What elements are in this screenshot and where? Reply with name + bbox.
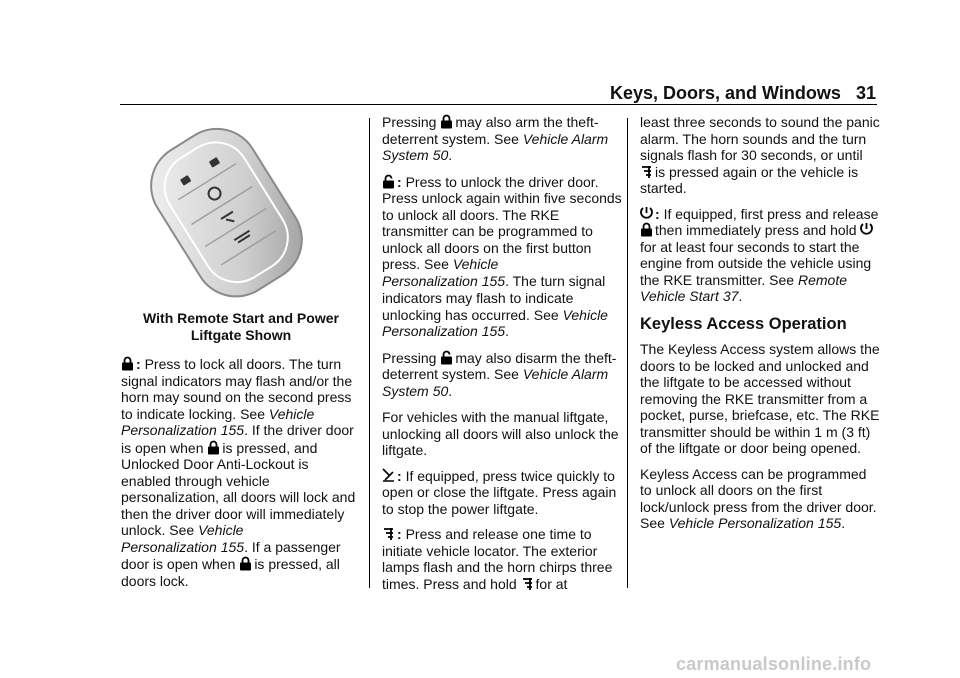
disarm-paragraph: Pressing may also disarm the theft-deterrent system. See Vehicle Alarm System 50. [382, 349, 617, 399]
keyless-paragraph-1: The Keyless Access system allows the doors to be locked and unlocked and the liftgate to be accessed without removing the RKE transmitter from a pocket, purse, briefcase, etc. The RKE transmitter should be within 1 m (3 ft) of the liftgate or door being opened. [640, 341, 880, 456]
cross-ref: Vehicle Personalization [121, 405, 315, 438]
vehicle-locator-icon [521, 576, 534, 591]
unlock-icon [440, 350, 453, 365]
page-header [610, 83, 877, 104]
watermark: carmanualsonline.info [676, 654, 872, 674]
section-title: Keys, Doors, and Windows [610, 83, 841, 103]
lock-paragraph: : Press to lock all doors. The turn signal indicators may flash and/or the horn may sound on the second press to indicate locking. See Vehicle Personalization 155. If the driver door is open when is pressed, and Unlocked Door Anti-Lockout is enabled through vehicle personalization, all doors will lock and then the driver door will immediately unlock. See Vehicle Personalization 155. If a passenger door is open when is pressed, all doors lock. [121, 356, 356, 589]
column-2 [382, 114, 622, 601]
unlock-paragraph: : Press to unlock the driver door. Press unlock again within five seconds to unlock all doors. The RKE transmitter can be programmed to unlock all doors on the first button press. See Vehicle Personalization 155. The turn signal indicators may flash to indicate unlocking has occurred. See Vehicle Personalization 155. [382, 173, 622, 339]
cross-ref: Vehicle Personalization [121, 522, 244, 555]
cross-ref: Remote Vehicle Start [640, 271, 847, 304]
manual-liftgate-paragraph: For vehicles with the manual liftgate, unlocking all doors will also unlock the liftgate. [382, 409, 619, 458]
liftgate-icon [382, 468, 395, 483]
figure-caption: With Remote Start and Power Liftgate Shown [143, 310, 339, 343]
cross-ref: Vehicle Personalization [382, 256, 499, 289]
column-1 [121, 114, 361, 598]
unlock-icon [382, 174, 395, 189]
column-divider [369, 118, 370, 588]
column-divider [627, 118, 628, 588]
lock-icon [239, 556, 252, 571]
locator-paragraph: : Press and release one time to initiate vehicle locator. The exterior lamps flash and the horn chirps three times. Press and hold for at [382, 526, 613, 592]
section-heading: Keyless Access Operation [640, 314, 847, 333]
cross-ref: Vehicle Personalization [382, 306, 608, 339]
liftgate-paragraph: : If equipped, press twice quickly to open or close the liftgate. Press again to stop the power liftgate. [382, 467, 617, 517]
column-3 [640, 114, 880, 542]
remote-start-icon [860, 222, 873, 237]
page-number: 31 [856, 83, 877, 103]
cross-ref: Vehicle Personalization [668, 515, 814, 531]
remote-start-icon [640, 206, 653, 221]
lock-icon [121, 356, 134, 371]
cross-ref: Vehicle Alarm System [382, 130, 609, 163]
lock-icon [207, 440, 220, 455]
arm-paragraph: Pressing may also arm the theft-deterrent system. See Vehicle Alarm System 50. [382, 114, 609, 163]
cross-ref: Vehicle Alarm System [382, 366, 609, 399]
header-rule [120, 104, 877, 105]
remote-start-paragraph: : If equipped, first press and release then immediately press and hold for at least four seconds to start the engine from outside the vehicle using the RKE transmitter. See Remote Vehicle Start 37. [640, 205, 879, 304]
key-fob-illustration [131, 120, 321, 300]
panic-paragraph: least three seconds to sound the panic alarm. The horn sounds and the turn signals flash for 30 seconds, or until is pressed again or the vehicle is started. [640, 114, 880, 196]
lock-icon [640, 222, 653, 237]
vehicle-locator-icon [640, 164, 653, 179]
lock-icon [440, 114, 453, 129]
keyless-paragraph-2: Keyless Access can be programmed to unlock all doors on the first lock/unlock press from the driver door. See Vehicle Personalization 155. [640, 465, 877, 531]
vehicle-locator-icon [382, 526, 395, 541]
